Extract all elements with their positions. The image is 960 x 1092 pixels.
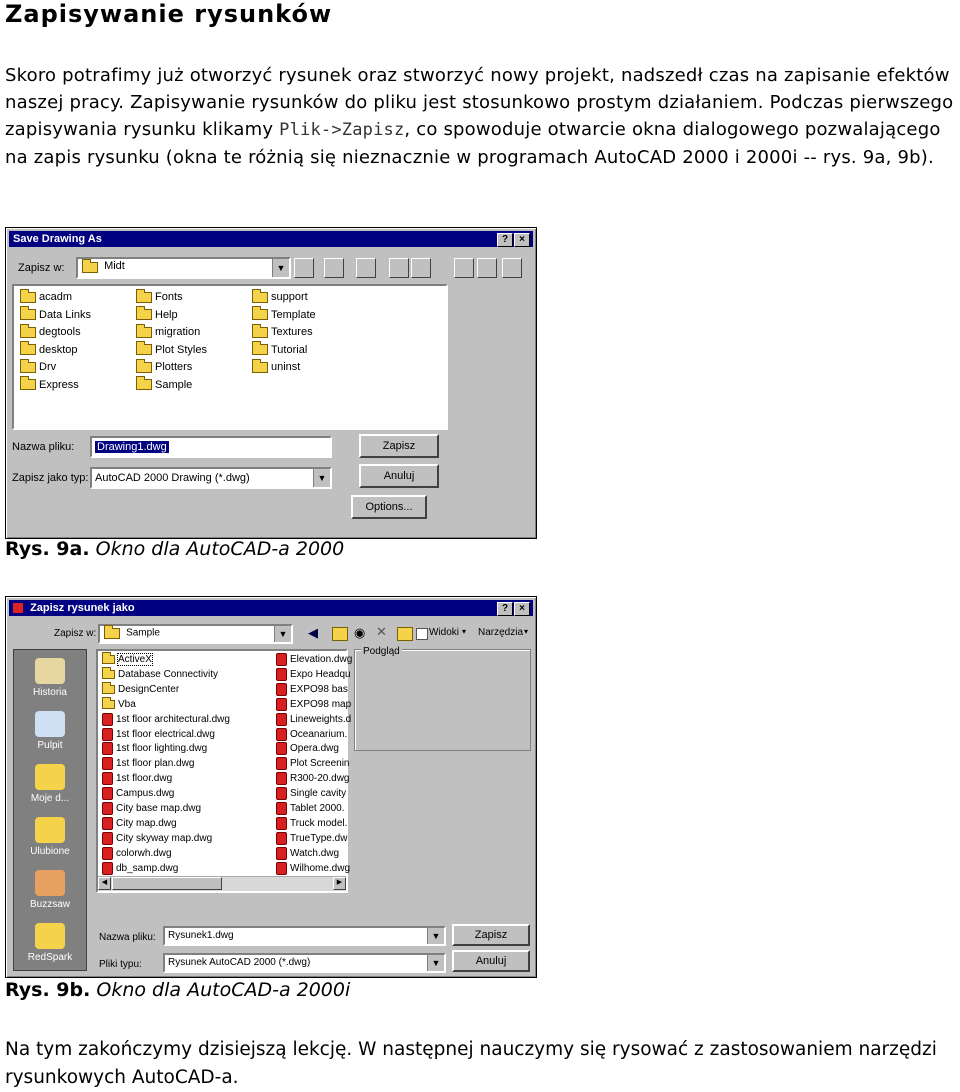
caption-9b-number: Rys. 9b. xyxy=(5,979,91,1001)
folder-icon xyxy=(20,344,36,355)
dwg-file-icon xyxy=(102,728,113,741)
file-label: 1st floor lighting.dwg xyxy=(116,743,208,755)
folder-icon xyxy=(136,309,152,320)
folder-label: Vba xyxy=(118,698,136,710)
folder-icon xyxy=(20,309,36,320)
outro-paragraph: Na tym zakończymy dzisiejszą lekcję. W następnej nauczymy się rysować z zastosowaniem narzędzi rysunkowych AutoCAD-a. xyxy=(5,1039,937,1088)
tools-menu[interactable]: Narzędzia xyxy=(478,627,524,638)
cancel-button[interactable]: Anuluj xyxy=(359,464,439,488)
new-folder-icon[interactable] xyxy=(356,258,376,278)
places-bar xyxy=(13,649,87,971)
place-label: Buzzsaw xyxy=(29,899,70,910)
folder-item[interactable] xyxy=(20,377,79,394)
caption-9a-text: Okno dla AutoCAD-a 2000 xyxy=(95,538,345,560)
file-item[interactable] xyxy=(276,713,351,727)
filename-input[interactable] xyxy=(163,926,446,946)
file-label: Elevation.dwg xyxy=(290,654,353,666)
save-drawing-dialog-2000i xyxy=(5,596,537,978)
folder-label: uninst xyxy=(271,361,301,373)
list-view-icon[interactable] xyxy=(389,258,409,278)
dwg-file-icon xyxy=(102,757,113,770)
folder-icon xyxy=(20,379,36,390)
dwg-file-icon xyxy=(276,862,287,875)
place-label: RedSpark xyxy=(27,952,73,963)
search-icon[interactable]: ◉ xyxy=(354,625,366,640)
search-web-icon[interactable] xyxy=(324,258,344,278)
folder-icon xyxy=(252,362,268,373)
file-item[interactable] xyxy=(276,832,347,846)
dialog-title: Zapisz rysunek jako xyxy=(30,602,135,614)
up-folder-icon[interactable] xyxy=(332,627,348,641)
place-icon xyxy=(35,711,65,737)
dialog-title-bar xyxy=(9,231,533,247)
folder-label: Plotters xyxy=(155,361,193,373)
close-button[interactable]: × xyxy=(514,602,530,616)
places-item[interactable] xyxy=(14,817,86,857)
chevron-down-icon[interactable]: ▾ xyxy=(462,627,467,636)
file-item[interactable] xyxy=(102,832,212,846)
folder-item[interactable] xyxy=(20,342,78,359)
place-icon xyxy=(35,923,65,949)
save-in-value: Midt xyxy=(104,259,125,272)
horizontal-scrollbar[interactable] xyxy=(98,876,346,891)
file-item[interactable] xyxy=(276,698,351,712)
folder-label: Data Links xyxy=(39,308,91,321)
filename-input[interactable] xyxy=(90,436,332,458)
dwg-file-icon xyxy=(276,832,287,845)
close-button[interactable]: × xyxy=(514,233,530,247)
folder-label: Textures xyxy=(271,326,313,338)
file-label: Truck model. xyxy=(290,818,348,830)
filename-value: Rysunek1.dwg xyxy=(168,930,234,941)
folder-item[interactable] xyxy=(252,307,316,324)
file-item[interactable] xyxy=(102,772,172,786)
chevron-down-icon[interactable]: ▾ xyxy=(524,627,529,636)
folder-icon xyxy=(252,327,268,338)
folder-item[interactable] xyxy=(136,307,178,324)
chevron-down-icon[interactable]: ▼ xyxy=(427,955,444,971)
file-label: Opera.dwg xyxy=(290,743,339,755)
save-button[interactable]: Zapisz xyxy=(452,924,530,946)
dwg-file-icon xyxy=(102,802,113,815)
folder-label: Template xyxy=(271,308,316,321)
file-item[interactable] xyxy=(276,817,347,831)
save-in-label: Zapisz w: xyxy=(18,262,65,274)
folder-label: Database Connectivity xyxy=(118,668,219,680)
folder-icon xyxy=(82,262,98,273)
dialog-title-bar xyxy=(9,600,533,616)
folder-icon xyxy=(20,362,36,373)
chevron-down-icon[interactable]: ▼ xyxy=(427,928,444,944)
place-label: Moje d... xyxy=(30,793,70,804)
file-item[interactable] xyxy=(276,728,347,742)
place-label: Ulubione xyxy=(30,846,70,857)
dwg-file-icon xyxy=(276,668,287,681)
dwg-file-icon xyxy=(276,787,287,800)
folder-item[interactable] xyxy=(136,342,207,359)
folder-label: Tutorial xyxy=(271,343,308,356)
dwg-file-icon xyxy=(276,713,287,726)
filename-label: Nazwa pliku: xyxy=(12,441,75,453)
folder-icon xyxy=(136,362,152,373)
scroll-thumb[interactable] xyxy=(112,877,222,890)
folder-label: Sample xyxy=(155,378,193,391)
filetype-combo[interactable] xyxy=(163,953,446,973)
folder-item[interactable] xyxy=(136,377,192,394)
dwg-file-icon xyxy=(102,772,113,785)
dwg-file-icon xyxy=(102,787,113,800)
folder-item[interactable] xyxy=(102,653,152,667)
file-label: City skyway map.dwg xyxy=(116,832,213,844)
folder-item[interactable] xyxy=(20,289,72,306)
file-item[interactable] xyxy=(276,772,349,786)
dwg-file-icon xyxy=(102,713,113,726)
menu-path-code: Plik->Zapisz xyxy=(279,120,405,140)
places-item[interactable] xyxy=(14,923,86,963)
views-menu[interactable]: Widoki xyxy=(429,627,460,638)
save-button[interactable]: Zapisz xyxy=(359,434,439,458)
chevron-down-icon[interactable]: ▼ xyxy=(313,469,330,487)
file-item[interactable] xyxy=(276,683,348,697)
filename-label: Nazwa pliku: xyxy=(99,932,156,943)
file-item[interactable] xyxy=(102,728,215,742)
file-label: Watch.dwg xyxy=(290,847,340,859)
folder-icon xyxy=(102,655,115,664)
file-label: Oceanarium. xyxy=(290,728,348,740)
folder-icon xyxy=(136,292,152,303)
intro-paragraph xyxy=(5,62,960,171)
file-label: R300-20.dwg xyxy=(290,773,350,785)
dwg-file-icon xyxy=(102,862,113,875)
file-label: Expo Headqu xyxy=(290,669,351,681)
places-item[interactable] xyxy=(14,711,86,751)
filename-value: Drawing1.dwg xyxy=(97,441,167,453)
file-item[interactable] xyxy=(276,847,339,861)
file-label: Campus.dwg xyxy=(116,788,175,800)
folder-icon xyxy=(102,670,115,679)
place-icon xyxy=(35,817,65,843)
folder-label: ActiveX xyxy=(118,654,152,665)
file-item[interactable] xyxy=(102,713,230,727)
cancel-button[interactable]: Anuluj xyxy=(452,950,530,972)
folder-item[interactable] xyxy=(252,324,313,341)
dwg-file-icon xyxy=(276,802,287,815)
places-item[interactable] xyxy=(14,764,86,804)
preview-panel xyxy=(354,646,531,751)
place-icon xyxy=(35,764,65,790)
chevron-down-icon[interactable]: ▼ xyxy=(272,259,289,277)
file-label: Tablet 2000. xyxy=(290,803,345,815)
folder-label: support xyxy=(271,291,308,303)
file-list[interactable] xyxy=(12,284,448,430)
filetype-value: AutoCAD 2000 Drawing (*.dwg) xyxy=(95,472,250,484)
folder-label: Fonts xyxy=(155,291,183,303)
file-item[interactable] xyxy=(102,787,174,801)
file-item[interactable] xyxy=(276,668,351,682)
folder-icon xyxy=(20,327,36,338)
folder-item[interactable] xyxy=(136,324,200,341)
folder-item[interactable] xyxy=(102,683,179,697)
folder-item[interactable] xyxy=(252,342,307,359)
place-label: Pulpit xyxy=(37,740,63,751)
new-folder-icon[interactable] xyxy=(397,627,413,641)
dwg-file-icon xyxy=(276,698,287,711)
file-item[interactable] xyxy=(102,847,172,861)
folder-item[interactable] xyxy=(102,668,218,682)
file-item[interactable] xyxy=(276,757,349,771)
file-item[interactable] xyxy=(102,757,194,771)
views-icon[interactable] xyxy=(416,628,428,640)
scroll-right-icon[interactable]: ▶ xyxy=(333,877,346,890)
scroll-left-icon[interactable]: ◀ xyxy=(98,877,111,890)
folder-item[interactable] xyxy=(102,698,136,712)
file-label: 1st floor plan.dwg xyxy=(116,758,195,770)
folder-icon xyxy=(102,700,115,709)
file-item[interactable] xyxy=(102,862,178,876)
folder-icon xyxy=(252,292,268,303)
up-folder-icon[interactable] xyxy=(294,258,314,278)
file-item[interactable] xyxy=(276,802,345,816)
folder-label: Plot Styles xyxy=(155,343,207,356)
dwg-file-icon xyxy=(102,832,113,845)
filetype-combo[interactable] xyxy=(90,467,332,489)
help-button[interactable]: ? xyxy=(497,233,513,247)
file-label: City map.dwg xyxy=(116,818,177,830)
delete-icon[interactable]: ✕ xyxy=(376,624,387,639)
save-in-combo[interactable] xyxy=(98,624,293,644)
file-label: 1st floor electrical.dwg xyxy=(116,728,215,740)
folder-item[interactable] xyxy=(20,359,56,376)
file-label: Lineweights.d xyxy=(290,713,352,725)
folder-item[interactable] xyxy=(20,324,81,341)
dwg-file-icon xyxy=(102,817,113,830)
autocad-logo-icon xyxy=(13,603,23,613)
places-item[interactable] xyxy=(14,870,86,910)
place-label: Historia xyxy=(33,687,67,698)
folder-icon xyxy=(136,344,152,355)
folder-label: Drv xyxy=(39,361,57,373)
file-label: Wilhome.dwg xyxy=(290,862,351,874)
folder-icon xyxy=(20,292,36,303)
folder-icon xyxy=(104,628,120,639)
folder-label: desktop xyxy=(39,343,78,356)
file-label: Single cavity xyxy=(290,788,347,800)
dwg-file-icon xyxy=(276,728,287,741)
folder-label: migration xyxy=(155,326,201,338)
intro-text-after: , co spowoduje otwarcie okna dialogowego pozwalającego na zapis rysunku (okna te różnią się nieznacznie w programach AutoCAD 2000 i 2000i -- rys. 9a, 9b). xyxy=(5,119,941,168)
back-arrow-icon[interactable]: ◀ xyxy=(308,625,318,640)
folder-label: Express xyxy=(39,378,79,391)
file-label: EXPO98 bas xyxy=(290,683,348,695)
page-title: Zapisywanie rysunków xyxy=(5,0,333,28)
folder-icon xyxy=(252,344,268,355)
save-in-value: Sample xyxy=(126,627,160,639)
filetype-label: Zapisz jako typ: xyxy=(12,472,89,484)
file-label: db_samp.dwg xyxy=(116,862,179,874)
folder-item[interactable] xyxy=(136,289,183,306)
dwg-file-icon xyxy=(276,817,287,830)
dwg-file-icon xyxy=(276,742,287,755)
dwg-file-icon xyxy=(276,847,287,860)
file-item[interactable] xyxy=(102,817,177,831)
dwg-file-icon xyxy=(276,653,287,666)
folder-icon xyxy=(136,379,152,390)
caption-9b xyxy=(5,979,350,1001)
dwg-file-icon xyxy=(102,847,113,860)
file-label: TrueType.dw xyxy=(290,832,348,844)
file-item[interactable] xyxy=(276,653,352,667)
save-drawing-as-dialog xyxy=(5,227,537,539)
help-button[interactable]: ? xyxy=(497,602,513,616)
file-label: EXPO98 map xyxy=(290,698,352,710)
folder-icon xyxy=(252,309,268,320)
folder-item[interactable] xyxy=(252,359,300,376)
file-label: 1st floor architectural.dwg xyxy=(116,713,230,725)
filetype-label: Pliki typu: xyxy=(99,959,142,970)
dialog-title: Save Drawing As xyxy=(13,233,102,245)
filetype-value: Rysunek AutoCAD 2000 (*.dwg) xyxy=(168,957,311,968)
file-label: 1st floor.dwg xyxy=(116,773,173,785)
folder-item[interactable] xyxy=(20,307,91,324)
folder-icon xyxy=(136,327,152,338)
globe-icon[interactable] xyxy=(454,258,474,278)
file-item[interactable] xyxy=(276,862,350,876)
caption-9a xyxy=(5,538,344,560)
intro-text-before: Skoro potrafimy już otworzyć rysunek oraz stworzyć nowy projekt, nadszedł czas na zapisanie efektów naszej pracy. Zapisywanie rysunków do pliku jest stosunkowo prostym działaniem. Podczas pierwszego zapisywania rysunku klikamy xyxy=(5,65,954,140)
file-item[interactable] xyxy=(276,742,339,756)
file-list[interactable] xyxy=(96,649,353,893)
folder-item[interactable] xyxy=(136,359,192,376)
file-item[interactable] xyxy=(276,787,346,801)
folder-label: degtools xyxy=(39,326,81,338)
folder-favorites-icon[interactable] xyxy=(477,258,497,278)
folder-label: Help xyxy=(155,308,178,321)
save-in-combo[interactable] xyxy=(76,257,291,279)
dwg-file-icon xyxy=(276,772,287,785)
file-item[interactable] xyxy=(102,802,201,816)
tools-icon[interactable] xyxy=(502,258,522,278)
chevron-down-icon[interactable]: ▼ xyxy=(274,626,291,642)
folder-icon xyxy=(102,685,115,694)
dwg-file-icon xyxy=(276,683,287,696)
file-label: Plot Screenin xyxy=(290,758,350,770)
place-icon xyxy=(35,870,65,896)
dwg-file-icon xyxy=(102,742,113,755)
folder-label: DesignCenter xyxy=(118,683,180,695)
file-item[interactable] xyxy=(102,742,207,756)
place-icon xyxy=(35,658,65,684)
preview-label: Podgląd xyxy=(363,646,400,657)
places-item[interactable] xyxy=(14,658,86,698)
save-in-label: Zapisz w: xyxy=(54,628,97,639)
folder-label: acadm xyxy=(39,291,73,303)
details-view-icon[interactable] xyxy=(411,258,431,278)
folder-item[interactable] xyxy=(252,289,308,306)
caption-9a-number: Rys. 9a. xyxy=(5,538,90,560)
caption-9b-text: Okno dla AutoCAD-a 2000i xyxy=(96,979,351,1001)
file-label: City base map.dwg xyxy=(116,803,202,815)
dwg-file-icon xyxy=(276,757,287,770)
options-button[interactable]: Options... xyxy=(351,495,427,519)
file-label: colorwh.dwg xyxy=(116,847,172,859)
